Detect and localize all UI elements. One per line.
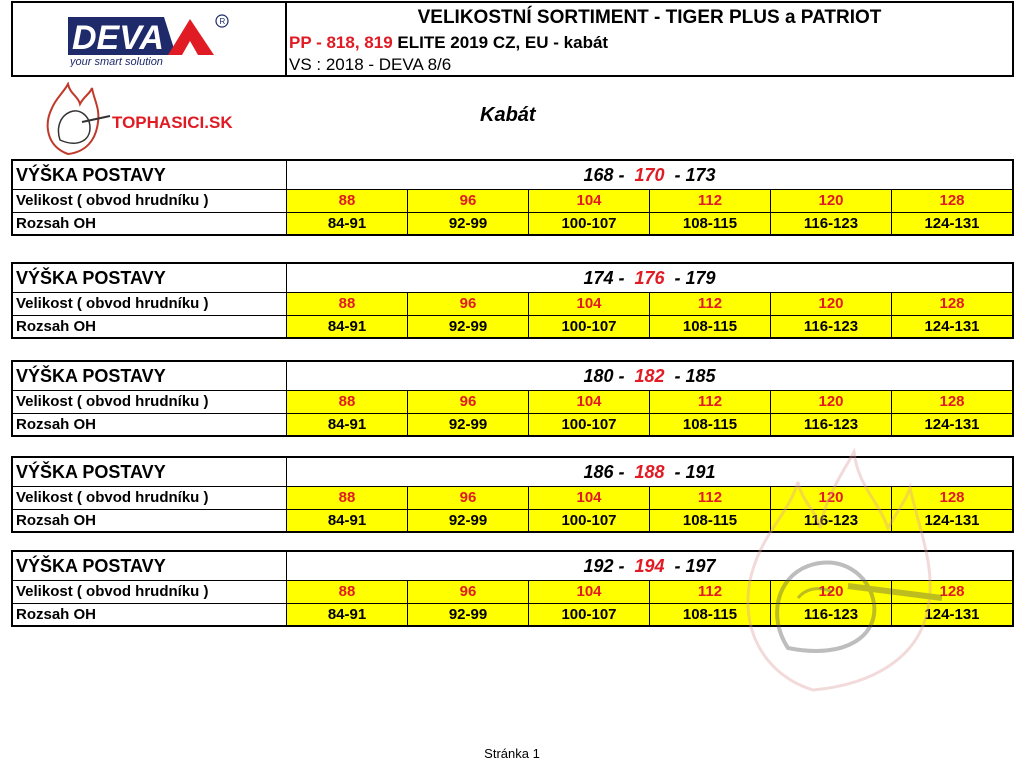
range-cell: 100-107 bbox=[528, 510, 649, 531]
size-cell: 112 bbox=[649, 487, 770, 509]
firefighter-mascot-icon bbox=[38, 82, 278, 160]
range-cell: 84-91 bbox=[287, 604, 407, 625]
size-cell: 128 bbox=[891, 190, 1012, 212]
size-cell: 112 bbox=[649, 581, 770, 603]
range-cell: 108-115 bbox=[649, 604, 770, 625]
height-label: VÝŠKA POSTAVY bbox=[13, 552, 287, 580]
size-row bbox=[13, 190, 1012, 212]
deva-logo-icon bbox=[64, 11, 234, 67]
range-cell: 124-131 bbox=[891, 414, 1012, 435]
size-cells bbox=[287, 293, 1012, 315]
range-cell: 92-99 bbox=[407, 213, 528, 234]
height-low: 174 - bbox=[583, 268, 625, 288]
size-table bbox=[11, 456, 1014, 533]
range-cell: 116-123 bbox=[770, 414, 891, 435]
size-label: Velikost ( obvod hrudníku ) bbox=[13, 487, 287, 509]
size-cell: 112 bbox=[649, 190, 770, 212]
height-label: VÝŠKA POSTAVY bbox=[13, 458, 287, 486]
page-footer: Stránka 1 bbox=[484, 746, 540, 761]
product-codes: PP - 818, 819 bbox=[289, 33, 393, 52]
size-label: Velikost ( obvod hrudníku ) bbox=[13, 293, 287, 315]
size-row bbox=[13, 391, 1012, 413]
size-cell: 104 bbox=[528, 391, 649, 413]
size-cell: 104 bbox=[528, 190, 649, 212]
range-cells bbox=[287, 213, 1012, 234]
deva-logo bbox=[13, 3, 287, 75]
size-cell: 104 bbox=[528, 293, 649, 315]
height-range bbox=[287, 264, 1012, 292]
range-cell: 100-107 bbox=[528, 414, 649, 435]
svg-text:your smart solution: your smart solution bbox=[70, 56, 163, 67]
size-cell: 104 bbox=[528, 487, 649, 509]
size-table bbox=[11, 159, 1014, 236]
range-row bbox=[13, 509, 1012, 531]
range-cell: 92-99 bbox=[407, 604, 528, 625]
range-cells bbox=[287, 604, 1012, 625]
size-label: Velikost ( obvod hrudníku ) bbox=[13, 190, 287, 212]
size-cell: 96 bbox=[407, 190, 528, 212]
height-range bbox=[287, 362, 1012, 390]
range-cell: 84-91 bbox=[287, 316, 407, 337]
range-cell: 92-99 bbox=[407, 510, 528, 531]
size-cell: 104 bbox=[528, 581, 649, 603]
height-low: 192 - bbox=[583, 556, 625, 576]
range-cell: 108-115 bbox=[649, 213, 770, 234]
size-row bbox=[13, 293, 1012, 315]
height-row bbox=[13, 264, 1012, 293]
size-cell: 88 bbox=[287, 581, 407, 603]
tophasici-logo bbox=[38, 82, 278, 160]
height-high: - 191 bbox=[674, 462, 716, 482]
range-cell: 116-123 bbox=[770, 510, 891, 531]
height-mid: 182 bbox=[634, 366, 665, 386]
size-cell: 112 bbox=[649, 293, 770, 315]
size-table bbox=[11, 550, 1014, 627]
range-label: Rozsah OH bbox=[13, 316, 287, 337]
svg-text:TOPHASICI.SK: TOPHASICI.SK bbox=[112, 113, 233, 132]
range-cell: 108-115 bbox=[649, 316, 770, 337]
size-cell: 88 bbox=[287, 391, 407, 413]
svg-text:DEVA: DEVA bbox=[72, 19, 164, 57]
size-cell: 128 bbox=[891, 487, 1012, 509]
height-range bbox=[287, 458, 1012, 486]
height-mid: 176 bbox=[634, 268, 665, 288]
range-cell: 84-91 bbox=[287, 510, 407, 531]
size-cells bbox=[287, 190, 1012, 212]
size-cell: 128 bbox=[891, 581, 1012, 603]
size-cell: 88 bbox=[287, 293, 407, 315]
size-cell: 120 bbox=[770, 190, 891, 212]
range-row bbox=[13, 315, 1012, 337]
height-high: - 197 bbox=[674, 556, 716, 576]
size-row bbox=[13, 581, 1012, 603]
height-mid: 188 bbox=[634, 462, 665, 482]
range-cell: 124-131 bbox=[891, 316, 1012, 337]
range-cell: 108-115 bbox=[649, 414, 770, 435]
range-label: Rozsah OH bbox=[13, 414, 287, 435]
size-cell: 96 bbox=[407, 581, 528, 603]
size-cell: 96 bbox=[407, 391, 528, 413]
size-cell: 112 bbox=[649, 391, 770, 413]
size-cells bbox=[287, 487, 1012, 509]
range-cell: 100-107 bbox=[528, 316, 649, 337]
size-cell: 120 bbox=[770, 487, 891, 509]
size-cell: 120 bbox=[770, 581, 891, 603]
document-header bbox=[11, 1, 1014, 77]
size-cell: 128 bbox=[891, 391, 1012, 413]
range-cell: 116-123 bbox=[770, 316, 891, 337]
range-cell: 100-107 bbox=[528, 604, 649, 625]
product-line bbox=[289, 33, 608, 53]
height-range bbox=[287, 552, 1012, 580]
page-subtitle: Kabát bbox=[480, 104, 536, 126]
height-row bbox=[13, 458, 1012, 487]
range-label: Rozsah OH bbox=[13, 510, 287, 531]
height-row bbox=[13, 552, 1012, 581]
height-row bbox=[13, 161, 1012, 190]
size-row bbox=[13, 487, 1012, 509]
height-low: 180 - bbox=[583, 366, 625, 386]
range-label: Rozsah OH bbox=[13, 213, 287, 234]
range-cell: 116-123 bbox=[770, 213, 891, 234]
range-cell: 84-91 bbox=[287, 213, 407, 234]
svg-text:R: R bbox=[219, 17, 226, 26]
size-cell: 120 bbox=[770, 293, 891, 315]
height-range bbox=[287, 161, 1012, 189]
range-cell: 124-131 bbox=[891, 510, 1012, 531]
range-cell: 124-131 bbox=[891, 213, 1012, 234]
size-cells bbox=[287, 391, 1012, 413]
size-cell: 88 bbox=[287, 190, 407, 212]
range-row bbox=[13, 603, 1012, 625]
size-label: Velikost ( obvod hrudníku ) bbox=[13, 581, 287, 603]
range-cell: 84-91 bbox=[287, 414, 407, 435]
height-label: VÝŠKA POSTAVY bbox=[13, 264, 287, 292]
range-label: Rozsah OH bbox=[13, 604, 287, 625]
range-cell: 124-131 bbox=[891, 604, 1012, 625]
size-cell: 128 bbox=[891, 293, 1012, 315]
range-cell: 108-115 bbox=[649, 510, 770, 531]
height-row bbox=[13, 362, 1012, 391]
size-cell: 88 bbox=[287, 487, 407, 509]
height-label: VÝŠKA POSTAVY bbox=[13, 362, 287, 390]
standard-line: VS : 2018 - DEVA 8/6 bbox=[289, 55, 452, 74]
range-cells bbox=[287, 510, 1012, 531]
height-mid: 194 bbox=[634, 556, 665, 576]
height-high: - 173 bbox=[674, 165, 716, 185]
range-cells bbox=[287, 414, 1012, 435]
range-cell: 92-99 bbox=[407, 414, 528, 435]
height-low: 168 - bbox=[583, 165, 625, 185]
document-title: VELIKOSTNÍ SORTIMENT - TIGER PLUS a PATRIOT bbox=[417, 7, 882, 28]
size-label: Velikost ( obvod hrudníku ) bbox=[13, 391, 287, 413]
size-table bbox=[11, 262, 1014, 339]
height-high: - 179 bbox=[674, 268, 716, 288]
header-title-cell bbox=[287, 3, 1012, 75]
height-label: VÝŠKA POSTAVY bbox=[13, 161, 287, 189]
range-row bbox=[13, 212, 1012, 234]
size-cell: 120 bbox=[770, 391, 891, 413]
height-mid: 170 bbox=[634, 165, 665, 185]
size-cell: 96 bbox=[407, 293, 528, 315]
size-cells bbox=[287, 581, 1012, 603]
product-description: ELITE 2019 CZ, EU - kabát bbox=[397, 33, 609, 52]
height-high: - 185 bbox=[674, 366, 716, 386]
range-cell: 116-123 bbox=[770, 604, 891, 625]
range-row bbox=[13, 413, 1012, 435]
range-cell: 92-99 bbox=[407, 316, 528, 337]
size-cell: 96 bbox=[407, 487, 528, 509]
size-table bbox=[11, 360, 1014, 437]
height-low: 186 - bbox=[583, 462, 625, 482]
range-cell: 100-107 bbox=[528, 213, 649, 234]
range-cells bbox=[287, 316, 1012, 337]
